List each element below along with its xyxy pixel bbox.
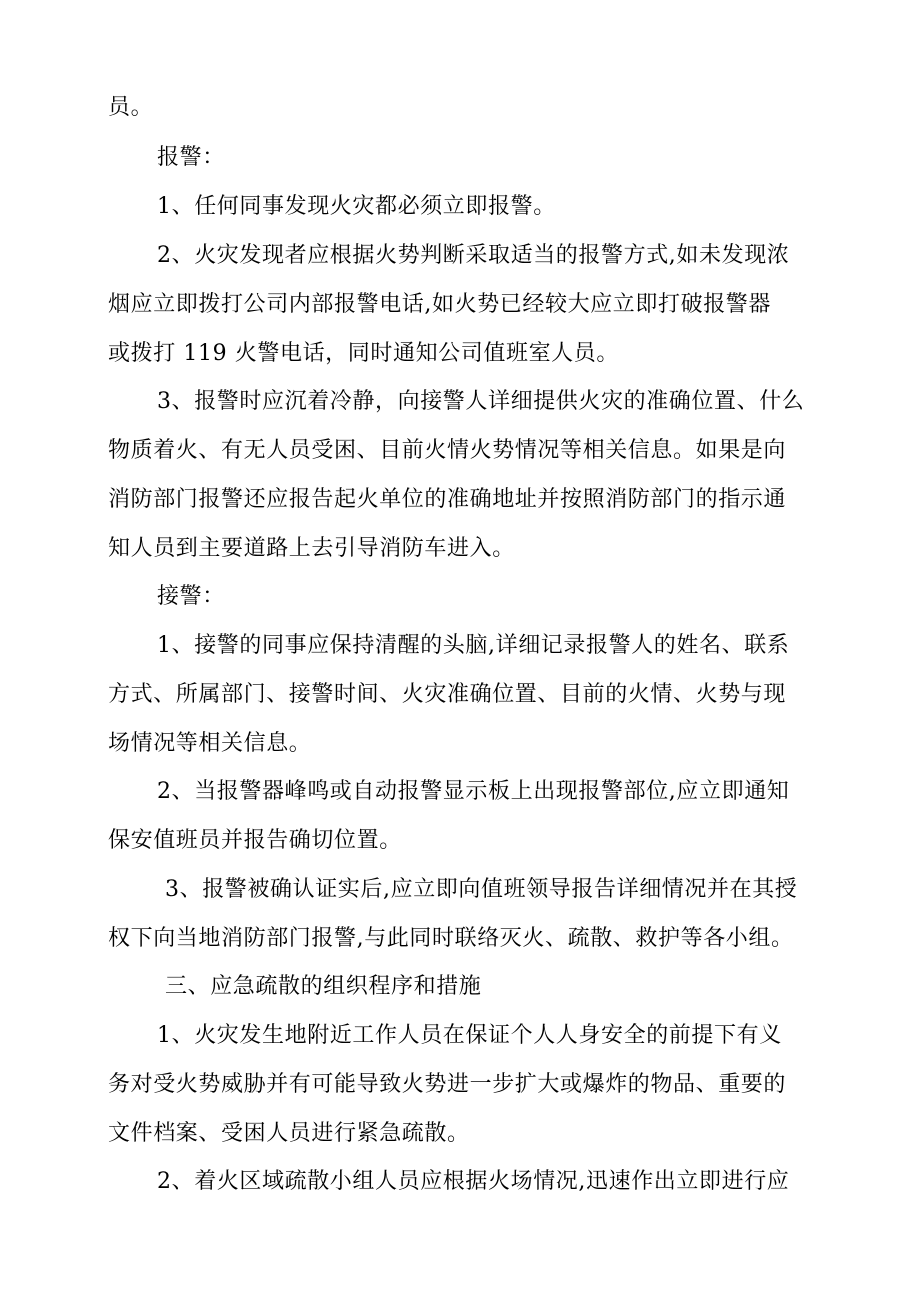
section-heading-receive-alarm: 接警： [157, 584, 225, 609]
paragraph-line: 务对受火势威胁并有可能导致火势进一步扩大或爆炸的物品、重要的 [108, 1072, 787, 1097]
section-heading-evacuation: 三、应急疏散的组织程序和措施 [165, 974, 482, 999]
paragraph-line: 1、接警的同事应保持清醒的头脑,详细记录报警人的姓名、联系 [157, 633, 790, 658]
paragraph-line: 文件档案、受困人员进行紧急疏散。 [108, 1121, 470, 1146]
paragraph-line: 方式、所属部门、接警时间、火灾准确位置、目前的火情、火势与现 [108, 682, 787, 707]
paragraph-line: 3、报警被确认证实后,应立即向值班领导报告详细情况并在其授 [165, 877, 798, 902]
paragraph-line: 或拨打 119 火警电话，同时通知公司值班室人员。 [108, 341, 619, 366]
paragraph-line: 1、任何同事发现火灾都必须立即报警。 [157, 194, 556, 219]
paragraph-line: 2、火灾发现者应根据火势判断采取适当的报警方式,如未发现浓 [157, 243, 790, 268]
paragraph-line: 物质着火、有无人员受困、目前火情火势情况等相关信息。如果是向 [108, 438, 787, 463]
paragraph-line: 知人员到主要道路上去引导消防车进入。 [108, 536, 515, 561]
paragraph-line: 2、当报警器峰鸣或自动报警显示板上出现报警部位,应立即通知 [157, 779, 790, 804]
text-line-continuation: 员。 [108, 95, 154, 120]
paragraph-line: 烟应立即拨打公司内部报警电话,如火势已经较大应立即打破报警器 [108, 292, 771, 317]
paragraph-line: 场情况等相关信息。 [108, 731, 312, 756]
paragraph-line: 消防部门报警还应报告起火单位的准确地址并按照消防部门的指示通 [108, 487, 787, 512]
paragraph-line: 1、火灾发生地附近工作人员在保证个人人身安全的前提下有义 [157, 1023, 782, 1048]
section-heading-alarm: 报警： [157, 145, 225, 170]
paragraph-line: 权下向当地消防部门报警,与此同时联络灭火、疏散、救护等各小组。 [108, 926, 794, 951]
paragraph-line: 保安值班员并报告确切位置。 [108, 828, 402, 853]
paragraph-line: 3、报警时应沉着冷静，向接警人详细提供火灾的准确位置、什么 [157, 389, 805, 414]
paragraph-line: 2、着火区域疏散小组人员应根据火场情况,迅速作出立即进行应 [157, 1169, 790, 1194]
